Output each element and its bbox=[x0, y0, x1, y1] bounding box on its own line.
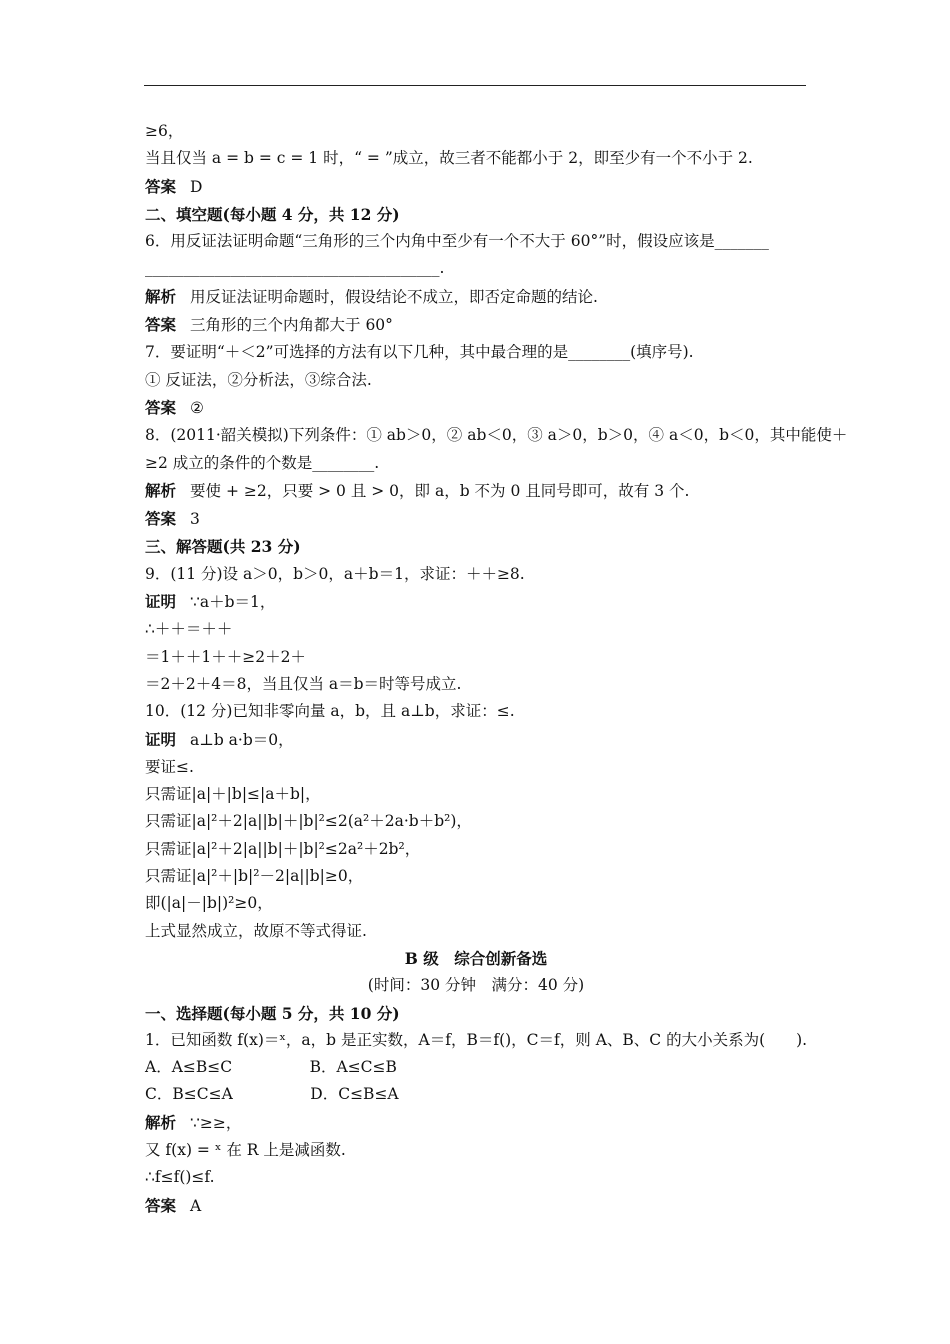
line-text: 只需证|a|＋|b|≤|a＋b|， bbox=[145, 785, 321, 804]
line-text: 当且仅当 a = b = c = 1 时，“ = ”成立，故三者不能都小于 2，即至少有一个不小于 2. bbox=[145, 149, 753, 168]
line-label: 解析 bbox=[145, 1112, 177, 1132]
line-text: ＝2＋2＋4＝8，当且仅当 a＝b＝时等号成立. bbox=[145, 674, 462, 693]
text-line bbox=[145, 1192, 807, 1220]
line-text: 9．(11 分)设 a＞0，b＞0，a＋b＝1，求证：＋＋≥8. bbox=[145, 564, 525, 583]
line-text: 上式显然成立，故原不等式得证. bbox=[145, 921, 367, 940]
text-line bbox=[145, 561, 807, 588]
line-text: 二、填空题(每小题 4 分，共 12 分) bbox=[145, 204, 400, 224]
header-rule bbox=[144, 85, 806, 86]
line-text: 要证≤. bbox=[145, 757, 194, 776]
line-label: 答案 bbox=[145, 397, 177, 417]
line-text: 又 f(x) = ˣ 在 R 上是减函数. bbox=[145, 1140, 346, 1159]
text-line bbox=[145, 781, 807, 808]
text-line bbox=[145, 616, 807, 643]
text-line bbox=[145, 394, 807, 422]
line-text: 8．(2011·韶关模拟)下列条件：① ab＞0，② ab＜0，③ a＞0，b＞0，④ a＜0，b＜0，其中能使＋ bbox=[145, 426, 848, 445]
line-text: ＝1＋＋1＋＋≥2＋2＋ bbox=[145, 647, 306, 666]
text-line bbox=[145, 808, 807, 835]
line-text: 只需证|a|²＋|b|²－2|a||b|≥0， bbox=[145, 867, 364, 886]
text-line bbox=[145, 145, 807, 172]
document-body bbox=[145, 118, 848, 1220]
line-text: 即(|a|－|b|)²≥0， bbox=[145, 894, 273, 913]
text-line bbox=[145, 505, 807, 533]
text-line bbox=[145, 339, 807, 366]
text-line bbox=[145, 972, 807, 999]
text-line bbox=[145, 754, 807, 781]
line-text: D bbox=[190, 177, 203, 196]
line-text: ① 反证法，②分析法，③综合法. bbox=[145, 370, 372, 389]
text-line bbox=[145, 671, 807, 698]
text-line bbox=[145, 644, 807, 671]
line-text: a⊥b a·b＝0， bbox=[190, 730, 294, 749]
line-text: 三、解答题(共 23 分) bbox=[145, 537, 301, 557]
line-label: 答案 bbox=[145, 1195, 177, 1215]
line-text: 一、选择题(每小题 5 分，共 10 分) bbox=[145, 1003, 400, 1023]
text-line bbox=[145, 588, 807, 616]
line-text: A bbox=[190, 1196, 202, 1215]
line-text: C．B≤C≤A D．C≤B≤A bbox=[145, 1085, 399, 1104]
text-line bbox=[145, 118, 807, 145]
text-line bbox=[145, 477, 807, 505]
text-line bbox=[145, 173, 807, 201]
line-text: B 级 综合创新备选 bbox=[404, 948, 548, 968]
line-text: ______________________________________. bbox=[145, 259, 445, 278]
line-label: 解析 bbox=[145, 480, 177, 500]
text-line bbox=[145, 1081, 807, 1108]
text-line bbox=[145, 945, 807, 972]
text-line bbox=[145, 918, 807, 945]
line-label: 证明 bbox=[145, 729, 177, 749]
line-text: ≥2 成立的条件的个数是________. bbox=[145, 453, 380, 472]
text-line bbox=[145, 1054, 807, 1081]
line-text: 3 bbox=[190, 510, 200, 529]
line-label: 证明 bbox=[145, 592, 177, 612]
text-line bbox=[145, 422, 848, 449]
line-text: 用反证法证明命题时，假设结论不成立，即否定命题的结论. bbox=[190, 287, 598, 306]
line-text: 6．用反证法证明命题“三角形的三个内角中至少有一个不大于 60°”时，假设应该是_______ bbox=[145, 232, 769, 251]
line-label: 答案 bbox=[145, 176, 177, 196]
text-line bbox=[145, 1000, 807, 1027]
line-label: 答案 bbox=[145, 509, 177, 529]
text-line bbox=[145, 283, 807, 311]
line-text: ∴f≤f()≤f. bbox=[145, 1168, 215, 1187]
line-text: ∴＋＋＝＋＋ bbox=[145, 620, 233, 639]
text-line bbox=[145, 228, 807, 255]
text-line bbox=[145, 1109, 807, 1137]
text-line bbox=[145, 255, 807, 282]
line-text: (时间：30 分钟 满分：40 分) bbox=[367, 976, 585, 995]
line-text: ② bbox=[190, 398, 204, 417]
text-line bbox=[145, 863, 807, 890]
text-line bbox=[145, 367, 807, 394]
line-text: 只需证|a|²＋2|a||b|＋|b|²≤2a²＋2b²， bbox=[145, 839, 421, 858]
text-line bbox=[145, 533, 807, 560]
line-text: ∵a＋b＝1， bbox=[190, 593, 276, 612]
line-label: 答案 bbox=[145, 315, 177, 335]
text-line bbox=[145, 726, 807, 754]
text-line bbox=[145, 1164, 807, 1191]
text-line bbox=[145, 201, 807, 228]
line-text: 10．(12 分)已知非零向量 a，b，且 a⊥b，求证：≤. bbox=[145, 702, 515, 721]
line-text: 只需证|a|²＋2|a||b|＋|b|²≤2(a²＋2a·b＋b²)， bbox=[145, 812, 472, 831]
text-line bbox=[145, 836, 807, 863]
line-text: ∵≥≥， bbox=[190, 1113, 242, 1132]
line-label: 解析 bbox=[145, 286, 177, 306]
line-text: ≥6， bbox=[145, 122, 184, 140]
line-text: 三角形的三个内角都大于 60° bbox=[190, 316, 393, 335]
text-line bbox=[145, 698, 807, 725]
text-line bbox=[145, 890, 807, 917]
text-line bbox=[145, 311, 807, 339]
line-text: 1．已知函数 f(x)＝ˣ，a，b 是正实数，A＝f，B＝f()，C＝f，则 A、B、C 的大小关系为( ). bbox=[145, 1030, 808, 1049]
line-text: 要使 + ≥2，只要 > 0 且 > 0，即 a，b 不为 0 且同号即可，故有 3 个. bbox=[190, 481, 690, 500]
text-line bbox=[145, 450, 807, 477]
line-text: A．A≤B≤C B．A≤C≤B bbox=[145, 1058, 397, 1077]
text-line bbox=[145, 1027, 807, 1054]
line-text: 7．要证明“＋＜2”可选择的方法有以下几种，其中最合理的是________(填序号). bbox=[145, 343, 694, 362]
text-line bbox=[145, 1137, 807, 1164]
